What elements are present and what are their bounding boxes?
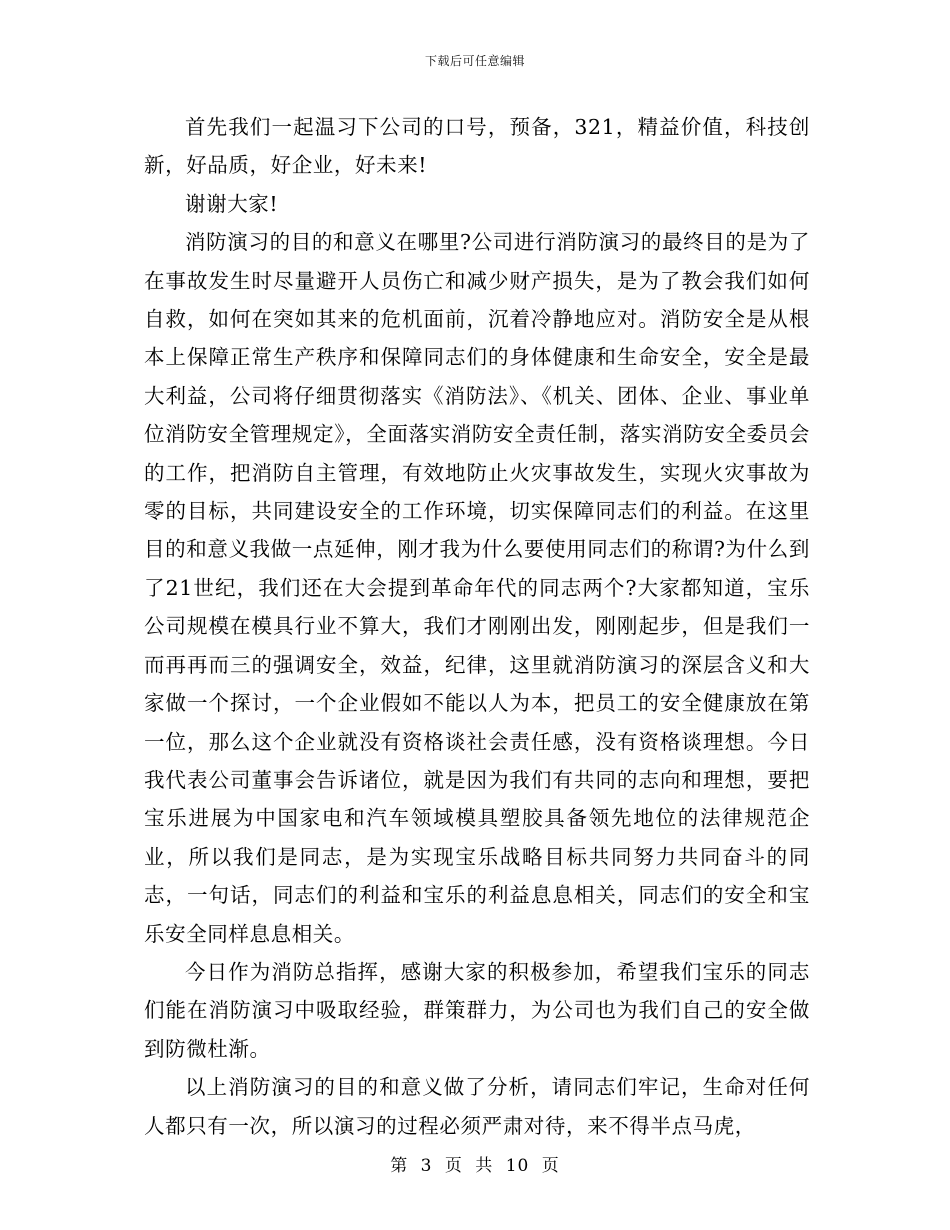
footer-page-word: 页 — [444, 1156, 463, 1176]
footer-current-page: 3 — [420, 1156, 433, 1176]
page-header: 下载后可任意编辑 — [424, 54, 525, 68]
page-footer — [0, 1151, 950, 1176]
footer-prefix: 第 — [390, 1156, 409, 1176]
footer-suffix: 页 — [541, 1156, 560, 1176]
paragraph-purpose: 消防演习的目的和意义在哪里?公司进行消防演习的最终目的是为了在事故发生时尽量避开人员伤亡和减少财产损失，是为了教会我们如何自救，如何在突如其来的危机面前，沉着冷静地应对。消防安全是从根本上保障正常生产秩序和保障同志们的身体健康和生命安全，安全是最大利益，公司将仔细贯彻落实《消防法》、《机关、团体、企业、事业单位消防安全管理规定》，全面落实消防安全责任制，落实消防安全委员会的工作，把消防自主管理，有效地防止火灾事故发生，实现火灾事故为零的目标，共同建设安全的工作环境，切实保障同志们的利益。在这里目的和意义我做一点延伸，刚才我为什么要使用同志们的称谓?为什么到了21世纪，我们还在大会提到革命年代的同志两个?大家都知道，宝乐公司规模在模具行业不算大，我们才刚刚出发，刚刚起步，但是我们一而再再而三的强调安全，效益，纪律，这里就消防演习的深层含义和大家做一个探讨，一个企业假如不能以人为本，把员工的安全健康放在第一位，那么这个企业就没有资格谈社会责任感，没有资格谈理想。今日我代表公司董事会告诉诸位，就是因为我们有共同的志向和理想，要把宝乐进展为中国家电和汽车领域模具塑胶具备领先地位的法律规范企业，所以我们是同志，是为实现宝乐战略目标共同努力共同奋斗的同志，一句话，同志们的利益和宝乐的利益息息相关，同志们的安全和宝乐安全同样息息相关。 — [144, 230, 810, 946]
footer-total-word: 共 — [475, 1156, 494, 1176]
paragraph-thanks: 谢谢大家! — [185, 191, 279, 216]
document-body — [144, 108, 810, 1145]
footer-total-pages: 10 — [505, 1156, 530, 1176]
paragraph-conclusion: 以上消防演习的目的和意义做了分析，请同志们牢记，生命对任何人都只有一次，所以演习的过程必须严肃对待，来不得半点马虎， — [144, 1075, 810, 1138]
paragraph-slogan: 首先我们一起温习下公司的口号，预备，321，精益价值，科技创新，好品质，好企业，好未来! — [144, 115, 810, 178]
paragraph-commander: 今日作为消防总指挥，感谢大家的积极参加，希望我们宝乐的同志们能在消防演习中吸取经验，群策群力，为公司也为我们自己的安全做到防微杜渐。 — [144, 959, 810, 1061]
